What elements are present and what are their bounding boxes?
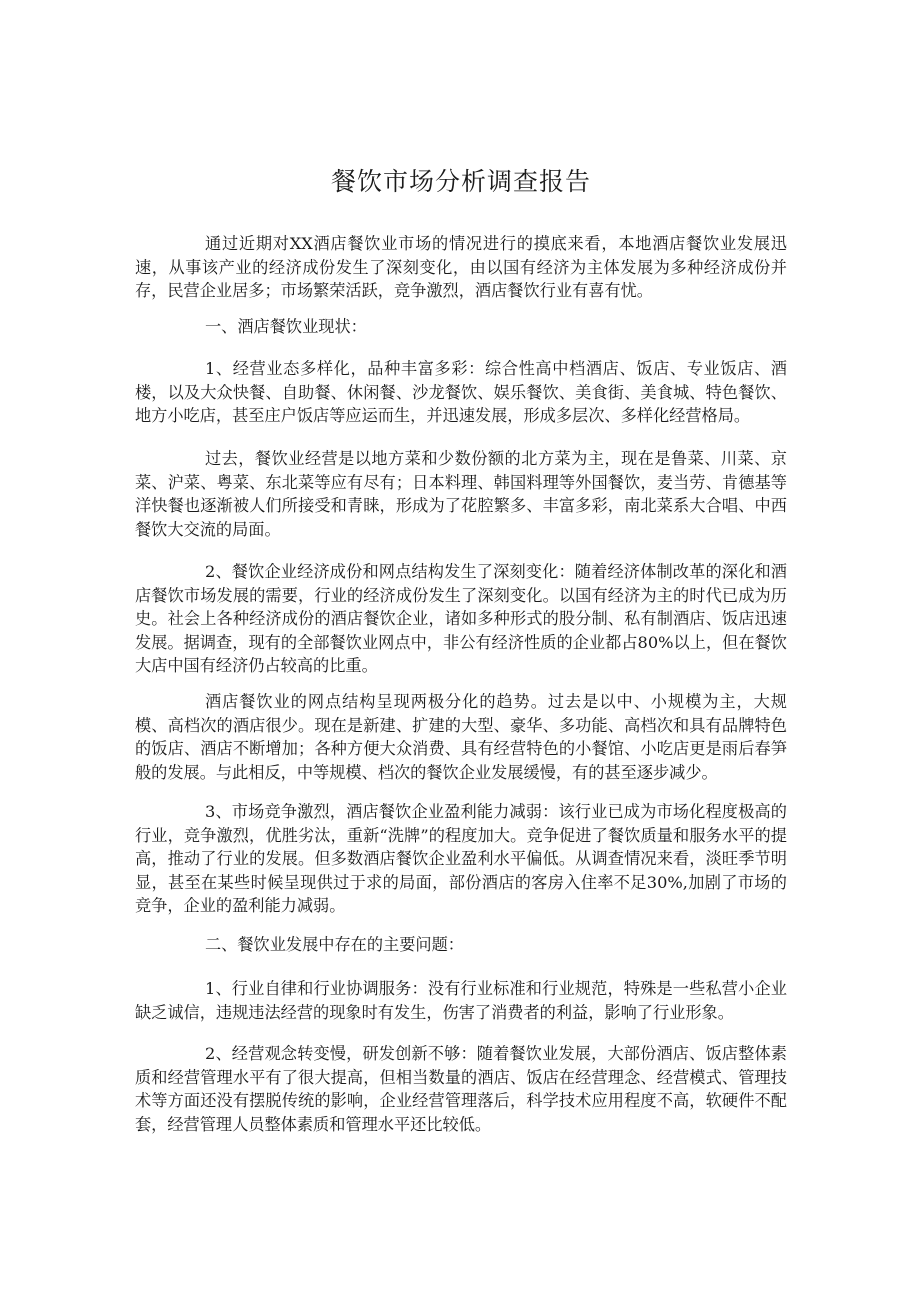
paragraph-business-formats: 1、经营业态多样化，品种丰富多彩：综合性高中档酒店、饭店、专业饭店、酒楼，以及大众快餐、自助餐、休闲餐、沙龙餐饮、娱乐餐饮、美食街、美食城、特色餐饮、地方小吃店，甚至庄户饭店等应运而生，并迅速发展，形成多层次、多样化经营格局。 bbox=[135, 359, 787, 425]
paragraph-economic-structure: 2、餐饮企业经济成份和网点结构发生了深刻变化：随着经济体制改革的深化和酒店餐饮市场发展的需要，行业的经济成份发生了深刻变化。以国有经济为主的时代已成为历史。社会上各种经济成份的酒店餐饮企业，诸如多种形式的股分制、私有制酒店、饭店迅速发展。据调查，现有的全部餐饮业网点中，非公有经济性质的企业都占80%以上，但在餐饮大店中国有经济仍占较高的比重。 bbox=[135, 562, 787, 675]
paragraph-industry-self-discipline: 1、行业自律和行业协调服务：没有行业标准和行业规范，特殊是一些私营小企业缺乏诚信，违规违法经营的现象时有发生，伤害了消费者的利益，影响了行业形象。 bbox=[135, 979, 787, 1022]
document-title: 餐饮市场分析调查报告 bbox=[330, 167, 591, 196]
intro-paragraph: 通过近期对XX酒店餐饮业市场的情况进行的摸底来看，本地酒店餐饮业发展迅速，从事该产业的经济成份发生了深刻变化，由以国有经济为主体发展为多种经济成份并存，民营企业居多；市场繁荣活跃，竞争激烈，酒店餐饮行业有喜有忧。 bbox=[135, 234, 787, 300]
section-heading-main-problems: 二、餐饮业发展中存在的主要问题： bbox=[205, 935, 464, 954]
paragraph-network-structure: 酒店餐饮业的网点结构呈现两极分化的趋势。过去是以中、小规模为主，大规模、高档次的酒店很少。现在是新建、扩建的大型、豪华、多功能、高档次和具有品牌特色的饭店、酒店不断增加；各种方便大众消费、具有经营特色的小餐馆、小吃店更是雨后春笋般的发展。与此相反，中等规模、档次的餐饮企业发展缓慢，有的甚至逐步减少。 bbox=[135, 692, 787, 782]
paragraph-cuisine-variety: 过去，餐饮业经营是以地方菜和少数份额的北方菜为主，现在是鲁菜、川菜、京菜、沪菜、粤菜、东北菜等应有尽有；日本料理、韩国料理等外国餐饮，麦当劳、肯德基等洋快餐也逐渐被人们所接受和青睐，形成为了花腔繁多、丰富多彩，南北菜系大合唱、中西餐饮大交流的局面。 bbox=[135, 449, 787, 539]
paragraph-market-competition: 3、市场竞争激烈，酒店餐饮企业盈利能力减弱：该行业已成为市场化程度极高的行业，竞争激烈，优胜劣汰，重新“洗牌”的程度加大。竞争促进了餐饮质量和服务水平的提高，推动了行业的发展。但多数酒店餐饮企业盈利水平偏低。从调查情况来看，淡旺季节明显，甚至在某些时候呈现供过于求的局面，部份酒店的客房入住率不足30%,加剧了市场的竞争，企业的盈利能力减弱。 bbox=[135, 802, 787, 915]
section-heading-current-status: 一、酒店餐饮业现状： bbox=[205, 317, 367, 336]
paragraph-management-concepts: 2、经营观念转变慢，研发创新不够：随着餐饮业发展，大部份酒店、饭店整体素质和经营管理水平有了很大提高，但相当数量的酒店、饭店在经营理念、经营模式、管理技术等方面还没有摆脱传统的影响，企业经营管理落后，科学技术应用程度不高，软硬件不配套，经营管理人员整体素质和管理水平还比较低。 bbox=[135, 1044, 787, 1134]
